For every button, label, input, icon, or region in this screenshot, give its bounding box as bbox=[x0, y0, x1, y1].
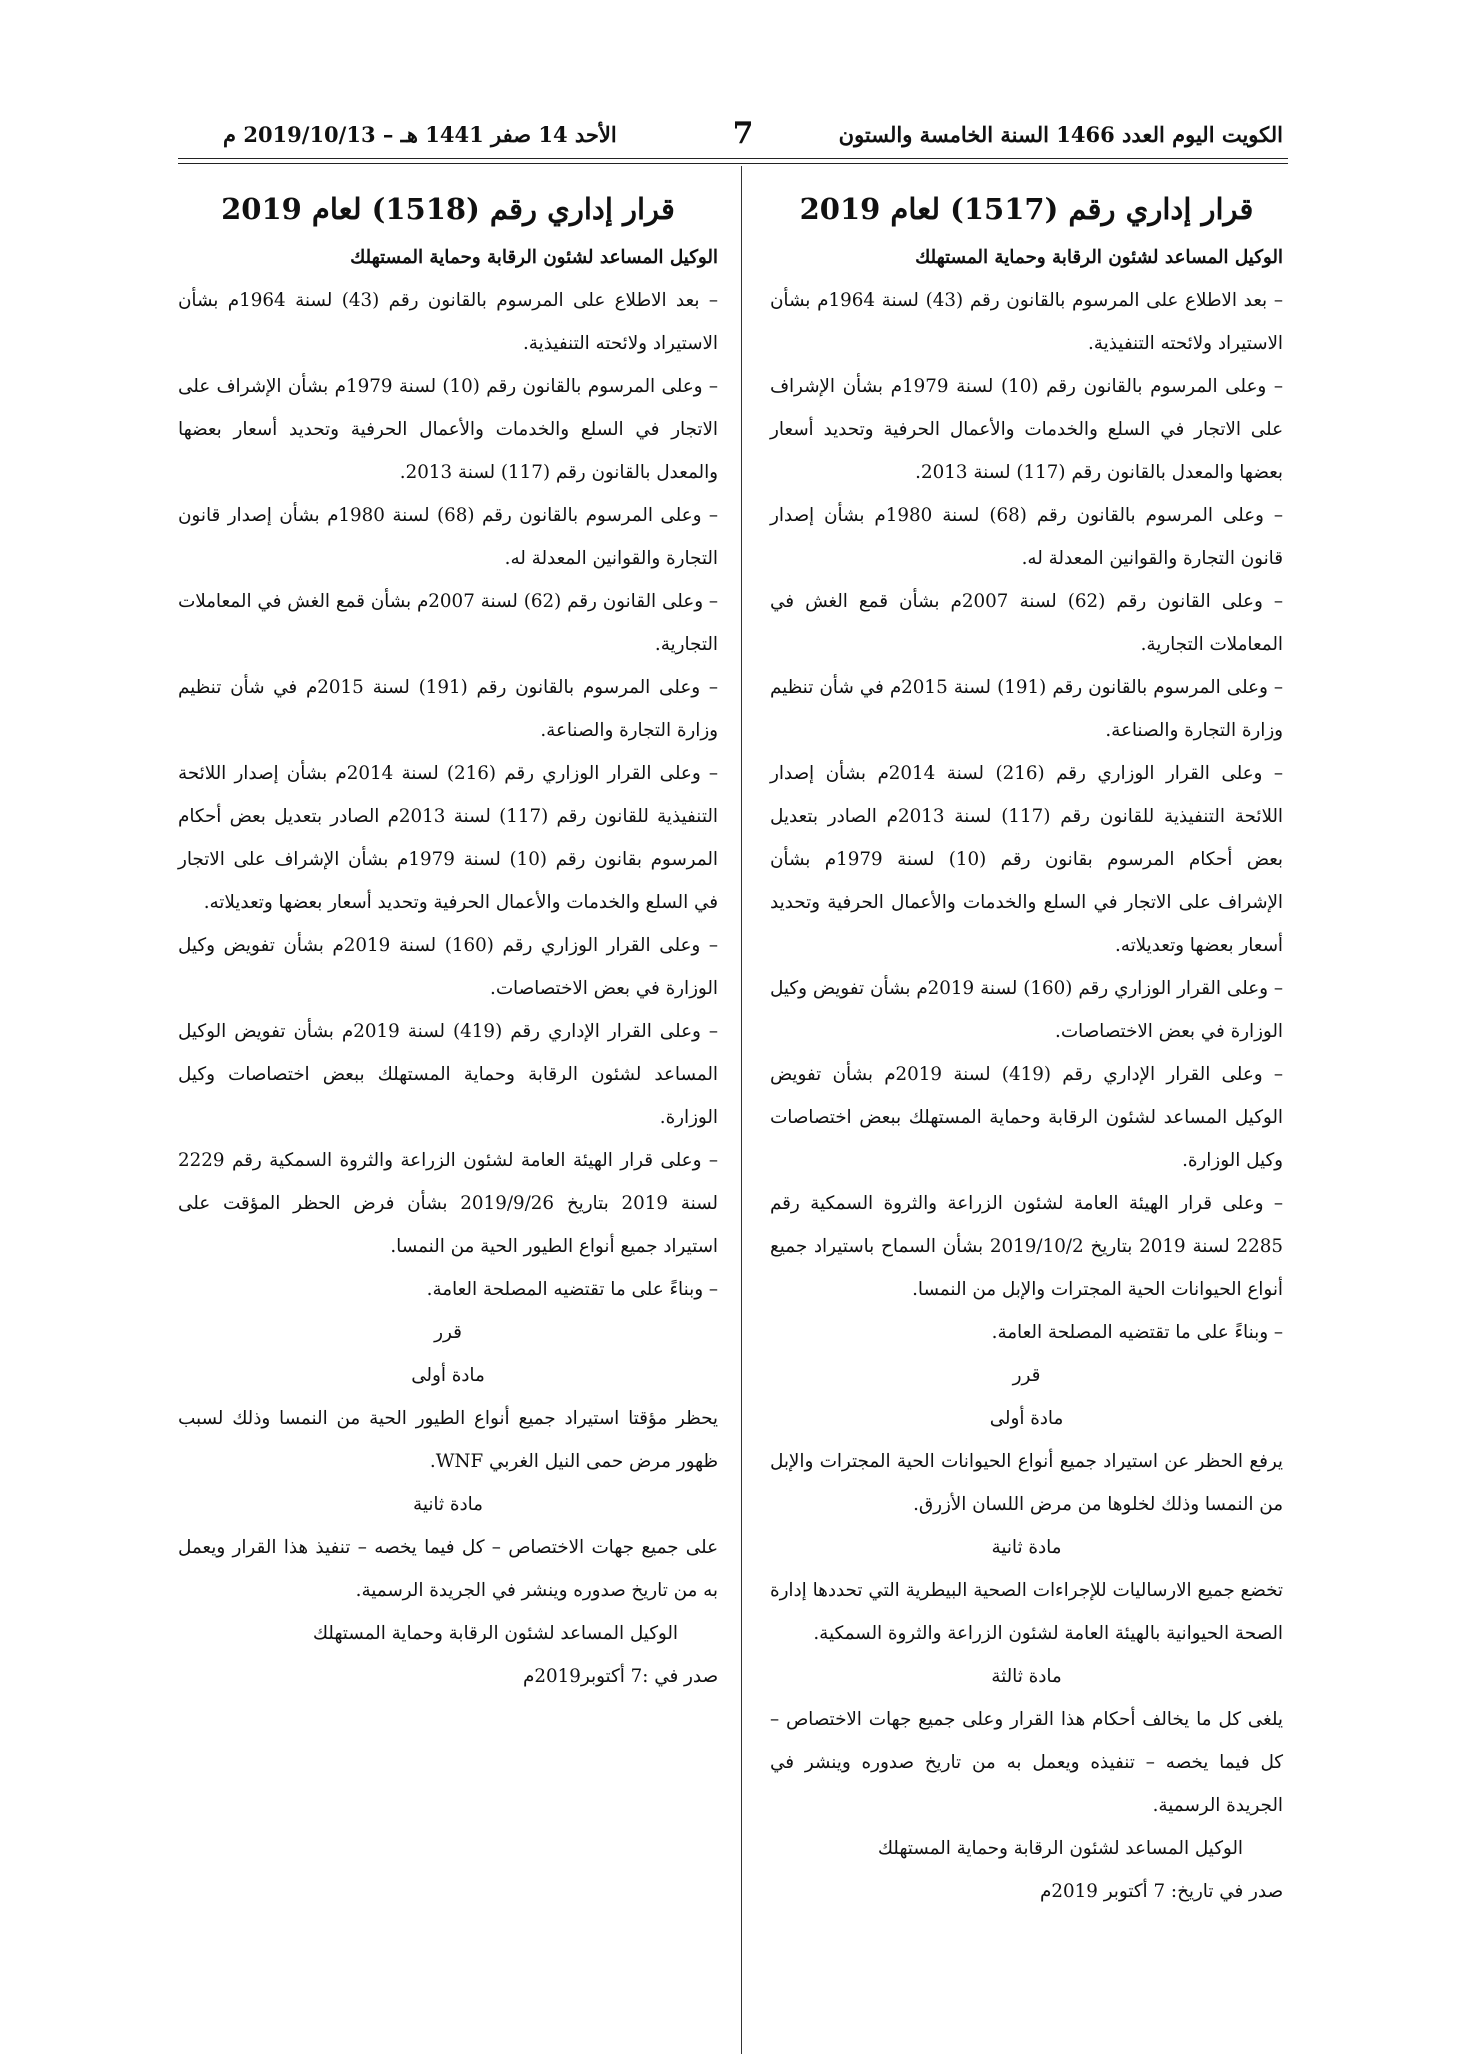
decision-1517-paragraph: – وعلى القرار الوزاري رقم (216) لسنة 2014م بشأن إصدار اللائحة التنفيذية للقانون رقم (117) لسنة 2013م الصادر بتعديل بعض أحكام المرسوم بقانون رقم (10) لسنة 1979م بشأن الإشراف على الاتجار في السلع والخدمات والأعمال الحرفية وتحديد أسعار بعضها وتعديلاته. bbox=[770, 763, 1284, 956]
decision-1517-paragraph: – وعلى المرسوم بالقانون رقم (10) لسنة 1979م بشأن الإشراف على الاتجار في السلع والخدمات والأعمال الحرفية وتحديد أسعار بعضها والمعدل بالقانون رقم (117) لسنة 2013. bbox=[770, 376, 1283, 483]
decision-1518-decided: قرر bbox=[434, 1322, 462, 1343]
decision-1517-title: قرار إداري رقم (1517) لعام 2019 bbox=[799, 192, 1254, 226]
issue-info: الكويت اليوم العدد 1466 السنة الخامسة والستون bbox=[838, 122, 1283, 147]
decision-1518-issuer: الوكيل المساعد لشئون الرقابة وحماية المستهلك bbox=[350, 247, 718, 268]
decision-1518-article-2-title: مادة ثانية bbox=[413, 1494, 483, 1515]
decision-1517-signature: الوكيل المساعد لشئون الرقابة وحماية المستهلك bbox=[877, 1838, 1243, 1859]
decision-1517-article-3-text: يلغى كل ما يخالف أحكام هذا القرار وعلى جميع جهات الاختصاص – كل فيما يخصه – تنفيذه ويعمل به من تاريخ صدوره وينشر في الجريدة الرسمية. bbox=[770, 1709, 1283, 1816]
decision-1517-article-3-title: مادة ثالثة bbox=[991, 1666, 1062, 1687]
decision-1518-article-2-text: على جميع جهات الاختصاص – كل فيما يخصه – تنفيذ هذا القرار ويعمل به من تاريخ صدوره وينشر في الجريدة الرسمية. bbox=[178, 1537, 718, 1601]
decision-1518-paragraph: – وعلى القرار الوزاري رقم (160) لسنة 2019م بشأن تفويض وكيل الوزارة في بعض الاختصاصات. bbox=[178, 935, 718, 999]
decision-1518-paragraph: – وعلى القرار الوزاري رقم (216) لسنة 2014م بشأن إصدار اللائحة التنفيذية للقانون رقم (117) لسنة 2013م الصادر بتعديل بعض أحكام المرسوم بقانون رقم (10) لسنة 1979م بشأن الإشراف على الاتجار في السلع والخدمات والأعمال الحرفية وتحديد أسعار بعضها وتعديلاته. bbox=[178, 763, 718, 913]
decision-1518-paragraph: – وبناءً على ما تقتضيه المصلحة العامة. bbox=[426, 1279, 718, 1300]
decision-1517-article-2-text: تخضع جميع الارساليات للإجراءات الصحية البيطرية التي تحددها إدارة الصحة الحيوانية بالهيئة العامة لشئون الزراعة والثروة السمكية. bbox=[770, 1580, 1283, 1644]
decision-1518-paragraph: – وعلى المرسوم بالقانون رقم (10) لسنة 1979م بشأن الإشراف على الاتجار في السلع والخدمات والأعمال الحرفية وتحديد أسعار بعضها والمعدل بالقانون رقم (117) لسنة 2013. bbox=[178, 376, 719, 483]
decision-1518-paragraph: – بعد الاطلاع على المرسوم بالقانون رقم (43) لسنة 1964م بشأن الاستيراد ولائحته التنفيذية. bbox=[178, 290, 718, 354]
column-divider bbox=[741, 166, 742, 2054]
decision-1518-paragraph: – وعلى قرار الهيئة العامة لشئون الزراعة والثروة السمكية رقم 2229 لسنة 2019 بتاريخ 2019/9/26 بشأن فرض الحظر المؤقت على استيراد جميع أنواع الطيور الحية من النمسا. bbox=[178, 1150, 719, 1257]
decision-1517-decided: قرر bbox=[1012, 1365, 1041, 1386]
decision-1517-issuer: الوكيل المساعد لشئون الرقابة وحماية المستهلك bbox=[915, 247, 1283, 268]
header-rule-top bbox=[178, 158, 1288, 159]
decision-1517-paragraph: – بعد الاطلاع على المرسوم بالقانون رقم (43) لسنة 1964م بشأن الاستيراد ولائحته التنفيذية. bbox=[770, 290, 1283, 354]
decision-1517-article-1-title: مادة أولى bbox=[989, 1408, 1064, 1429]
decision-1517-paragraph: – وبناءً على ما تقتضيه المصلحة العامة. bbox=[991, 1322, 1283, 1343]
decision-1518-article-1-text: يحظر مؤقتا استيراد جميع أنواع الطيور الحية من النمسا وذلك لسبب ظهور مرض حمى النيل الغربي WNF. bbox=[178, 1408, 718, 1472]
decision-1517-paragraph: – وعلى القرار الوزاري رقم (160) لسنة 2019م بشأن تفويض وكيل الوزارة في بعض الاختصاصات. bbox=[770, 978, 1283, 1042]
decision-1518-issued-date: صدر في :7 أكتوبر2019م bbox=[523, 1666, 718, 1687]
page-number: 7 bbox=[732, 116, 754, 151]
decision-1518-paragraph: – وعلى المرسوم بالقانون رقم (68) لسنة 1980م بشأن إصدار قانون التجارة والقوانين المعدلة له. bbox=[178, 505, 718, 569]
decision-1517-article-2-title: مادة ثانية bbox=[991, 1537, 1062, 1558]
header-rule-bottom bbox=[178, 163, 1288, 164]
decision-1518-article-1-title: مادة أولى bbox=[411, 1365, 485, 1386]
decision-1517-paragraph: – وعلى المرسوم بالقانون رقم (191) لسنة 2015م في شأن تنظيم وزارة التجارة والصناعة. bbox=[770, 677, 1283, 741]
decision-1518-signature: الوكيل المساعد لشئون الرقابة وحماية المستهلك bbox=[312, 1623, 678, 1644]
decision-1518-paragraph: – وعلى القرار الإداري رقم (419) لسنة 2019م بشأن تفويض الوكيل المساعد لشئون الرقابة وحماية المستهلك ببعض اختصاصات وكيل الوزارة. bbox=[178, 1021, 718, 1128]
decision-1517-column bbox=[770, 184, 1283, 1913]
decision-1517-paragraph: – وعلى قرار الهيئة العامة لشئون الزراعة والثروة السمكية رقم 2285 لسنة 2019 بتاريخ 2019/10/2 بشأن السماح باستيراد جميع أنواع الحيوانات الحية المجترات والإبل من النمسا. bbox=[770, 1193, 1283, 1300]
decision-1517-paragraph: – وعلى القرار الإداري رقم (419) لسنة 2019م بشأن تفويض الوكيل المساعد لشئون الرقابة وحماية المستهلك ببعض اختصاصات وكيل الوزارة. bbox=[770, 1064, 1283, 1171]
decision-1517-paragraph: – وعلى القانون رقم (62) لسنة 2007م بشأن قمع الغش في المعاملات التجارية. bbox=[770, 591, 1284, 655]
decision-1518-paragraph: – وعلى المرسوم بالقانون رقم (191) لسنة 2015م في شأن تنظيم وزارة التجارة والصناعة. bbox=[178, 677, 718, 741]
decision-1517-article-1-text: يرفع الحظر عن استيراد جميع أنواع الحيوانات الحية المجترات والإبل من النمسا وذلك لخلوها من مرض اللسان الأزرق. bbox=[770, 1451, 1283, 1515]
running-header bbox=[183, 112, 1283, 152]
decision-1518-column bbox=[178, 184, 718, 1698]
date-info: الأحد 14 صفر 1441 هـ – 2019/10/13 م bbox=[223, 122, 617, 147]
decision-1517-issued-date: صدر في تاريخ: 7 أكتوبر 2019م bbox=[1040, 1881, 1283, 1902]
decision-1518-title: قرار إداري رقم (1518) لعام 2019 bbox=[221, 192, 675, 226]
decision-1518-paragraph: – وعلى القانون رقم (62) لسنة 2007م بشأن قمع الغش في المعاملات التجارية. bbox=[178, 591, 719, 655]
decision-1517-paragraph: – وعلى المرسوم بالقانون رقم (68) لسنة 1980م بشأن إصدار قانون التجارة والقوانين المعدلة له. bbox=[770, 505, 1283, 569]
